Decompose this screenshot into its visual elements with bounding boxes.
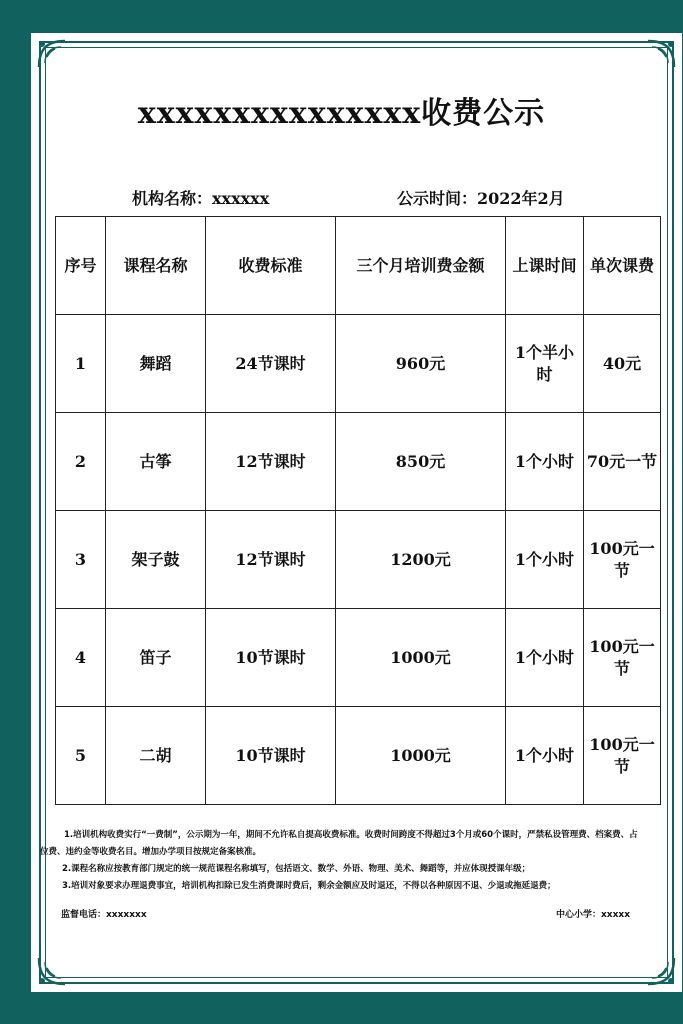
cell-single-class-fee: 100元一节 bbox=[584, 707, 661, 805]
cell-single-class-fee: 100元一节 bbox=[584, 511, 661, 609]
cell-index: 5 bbox=[56, 707, 106, 805]
table-row bbox=[56, 315, 661, 413]
school-label: 中心小学：xxxxx bbox=[556, 910, 631, 920]
corner-ornament-icon bbox=[644, 954, 678, 988]
fee-table bbox=[55, 216, 661, 805]
note-item: 1.培训机构收费实行“一费制”，公示期为一年，期间不允许私自提高收费标准。收费时间跨度不得超过3个月或60个课时，严禁私设管理费、档案费、占位费、违约金等收费名目。增加办学项目按规定备案核准。 bbox=[40, 830, 638, 857]
cell-fee-standard: 12节课时 bbox=[206, 511, 336, 609]
cell-three-month-fee: 960元 bbox=[336, 315, 506, 413]
cell-class-duration: 1个小时 bbox=[506, 511, 584, 609]
cell-course-name: 舞蹈 bbox=[106, 315, 206, 413]
cell-three-month-fee: 1000元 bbox=[336, 707, 506, 805]
notice-title: xxxxxxxxxxxxxxx收费公示 bbox=[137, 96, 546, 131]
notes-section bbox=[40, 827, 640, 895]
header-index: 序号 bbox=[56, 217, 106, 315]
cell-course-name: 二胡 bbox=[106, 707, 206, 805]
cell-three-month-fee: 1200元 bbox=[336, 511, 506, 609]
cell-three-month-fee: 1000元 bbox=[336, 609, 506, 707]
cell-course-name: 古筝 bbox=[106, 413, 206, 511]
table-row bbox=[56, 707, 661, 805]
organization-label: 机构名称：xxxxxx bbox=[132, 189, 270, 208]
note-item: 2.课程名称应按教育部门规定的统一规范课程名称填写，包括语文、数学、外语、物理、美术、舞蹈等，并应体现授课年级； bbox=[62, 864, 531, 874]
cell-single-class-fee: 100元一节 bbox=[584, 609, 661, 707]
table-header-row bbox=[56, 217, 661, 315]
cell-fee-standard: 12节课时 bbox=[206, 413, 336, 511]
header-course-name: 课程名称 bbox=[106, 217, 206, 315]
table-row bbox=[56, 511, 661, 609]
table-row bbox=[56, 413, 661, 511]
cell-course-name: 架子鼓 bbox=[106, 511, 206, 609]
cell-class-duration: 1个小时 bbox=[506, 413, 584, 511]
cell-fee-standard: 10节课时 bbox=[206, 609, 336, 707]
supervision-phone: 监督电话：xxxxxxx bbox=[61, 910, 147, 920]
cell-index: 2 bbox=[56, 413, 106, 511]
cell-index: 1 bbox=[56, 315, 106, 413]
header-single-class-fee: 单次课费 bbox=[584, 217, 661, 315]
table-row bbox=[56, 609, 661, 707]
cell-single-class-fee: 70元一节 bbox=[584, 413, 661, 511]
cell-class-duration: 1个小时 bbox=[506, 707, 584, 805]
cell-index: 4 bbox=[56, 609, 106, 707]
note-item: 3.培训对象要求办理退费事宜，培训机构扣除已发生消费课时费后，剩余金额应及时退还，不得以各种原因不退、少退或拖延退费； bbox=[62, 881, 556, 891]
cell-fee-standard: 10节课时 bbox=[206, 707, 336, 805]
publish-date-label: 公示时间：2022年2月 bbox=[397, 189, 565, 208]
corner-ornament-icon bbox=[35, 954, 69, 988]
cell-single-class-fee: 40元 bbox=[584, 315, 661, 413]
corner-ornament-icon bbox=[644, 37, 678, 71]
cell-class-duration: 1个半小时 bbox=[506, 315, 584, 413]
header-class-duration: 上课时间 bbox=[506, 217, 584, 315]
cell-three-month-fee: 850元 bbox=[336, 413, 506, 511]
header-fee-standard: 收费标准 bbox=[206, 217, 336, 315]
cell-index: 3 bbox=[56, 511, 106, 609]
cell-class-duration: 1个小时 bbox=[506, 609, 584, 707]
corner-ornament-icon bbox=[35, 37, 69, 71]
cell-course-name: 笛子 bbox=[106, 609, 206, 707]
header-three-month-fee: 三个月培训费金额 bbox=[336, 217, 506, 315]
cell-fee-standard: 24节课时 bbox=[206, 315, 336, 413]
